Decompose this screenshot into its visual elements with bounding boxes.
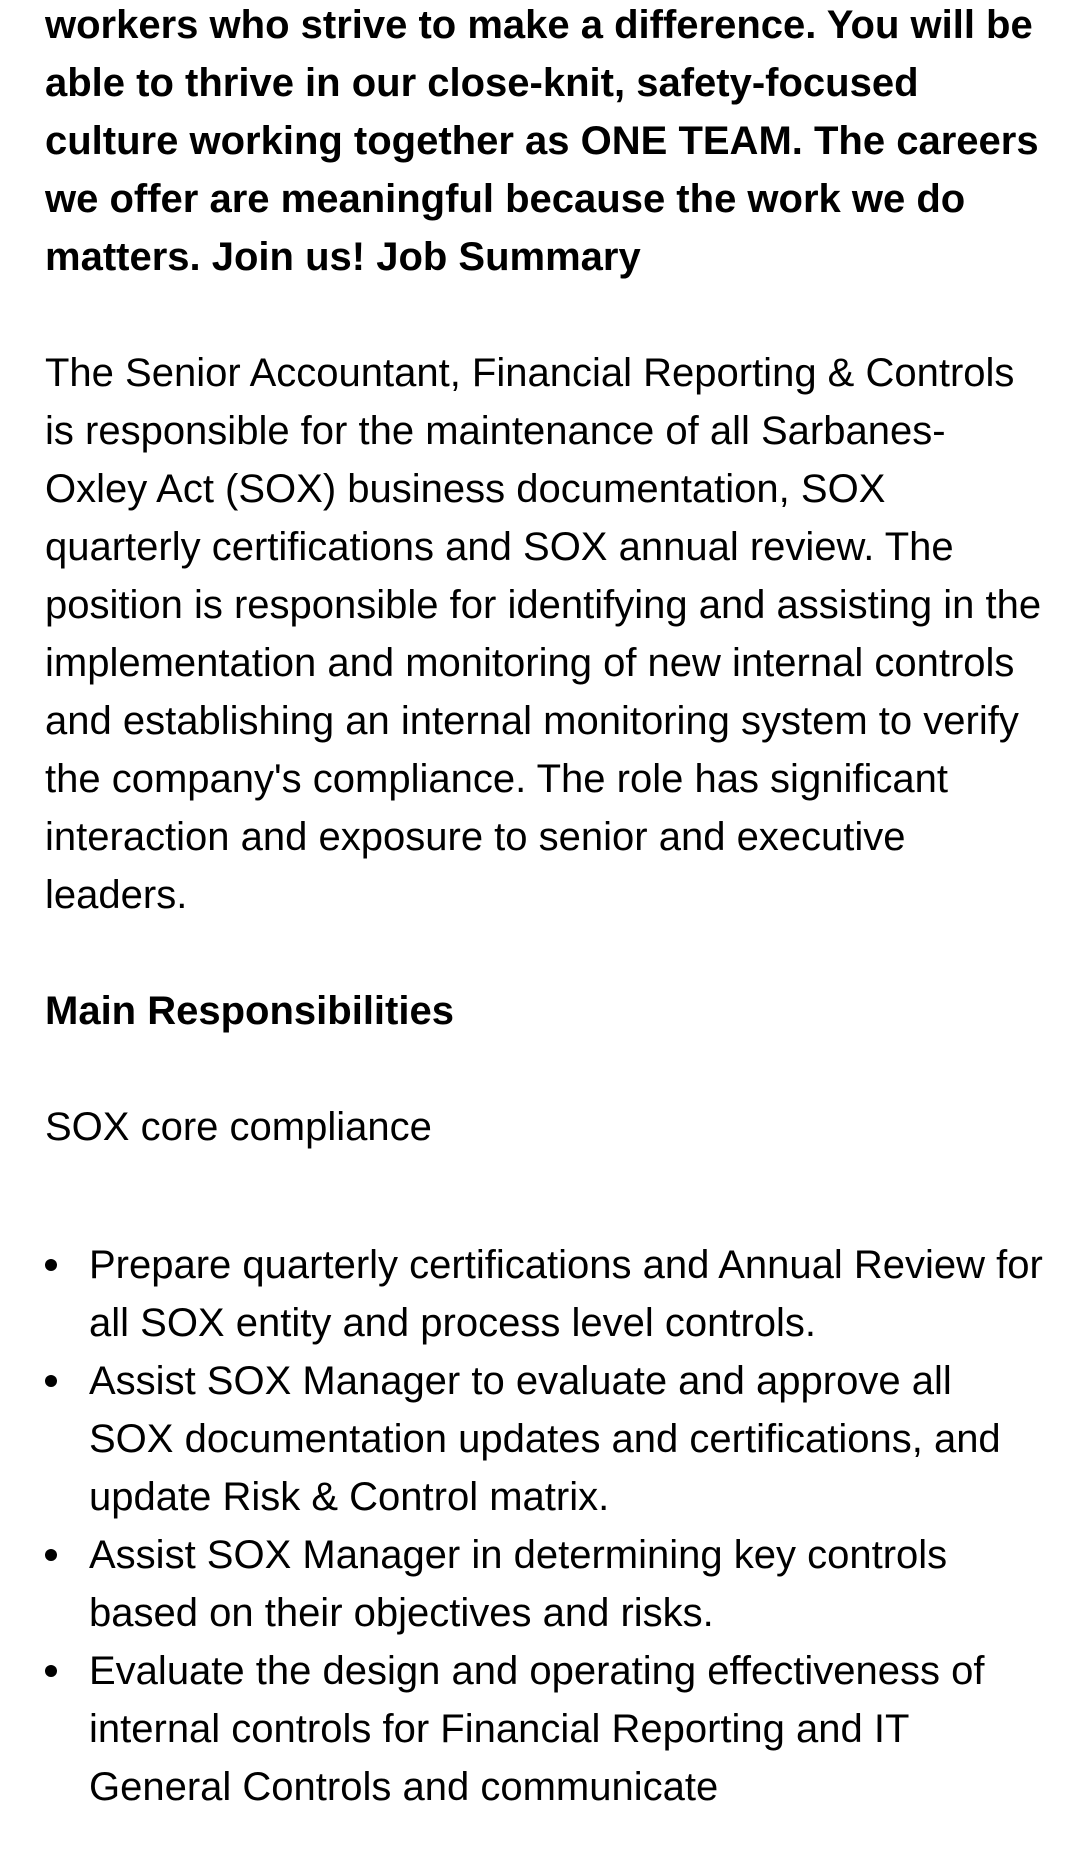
responsibilities-list [45,1236,1045,1816]
list-item-text: Assist SOX Manager to evaluate and approve all SOX documentation updates and certifications, and update Risk & Control matrix. [89,1359,1001,1519]
intro-paragraph: workers who strive to make a difference. You will be able to thrive in our close-knit, safety-focused culture working together as ONE TEAM. The careers we offer are meaningful because the work we do matters. Join us! Job Summary [45,3,1039,279]
list-item [45,1236,1045,1352]
list-item-text: Assist SOX Manager in determining key controls based on their objectives and risks. [89,1533,948,1635]
bullet-icon [45,1259,57,1271]
list-item-text: Prepare quarterly certifications and Annual Review for all SOX entity and process level controls. [89,1243,1043,1345]
bullet-icon [45,1375,57,1387]
responsibilities-heading: Main Responsibilities [45,989,454,1033]
list-item-text: Evaluate the design and operating effectiveness of internal controls for Financial Reporting and IT General Controls and communicate [89,1649,985,1809]
bullet-icon [45,1665,57,1677]
bullet-icon [45,1549,57,1561]
list-item [45,1526,1045,1642]
job-description [45,0,1045,1816]
job-summary-paragraph: The Senior Accountant, Financial Reporting & Controls is responsible for the maintenance of all Sarbanes-Oxley Act (SOX) business documentation, SOX quarterly certifications and SOX annual review. The position is responsible for identifying and assisting in the implementation and monitoring of new internal controls and establishing an internal monitoring system to verify the company's compliance. The role has significant interaction and exposure to senior and executive leaders. [45,351,1042,917]
section-title: SOX core compliance [45,1105,432,1149]
list-item [45,1352,1045,1526]
list-item [45,1642,1045,1816]
